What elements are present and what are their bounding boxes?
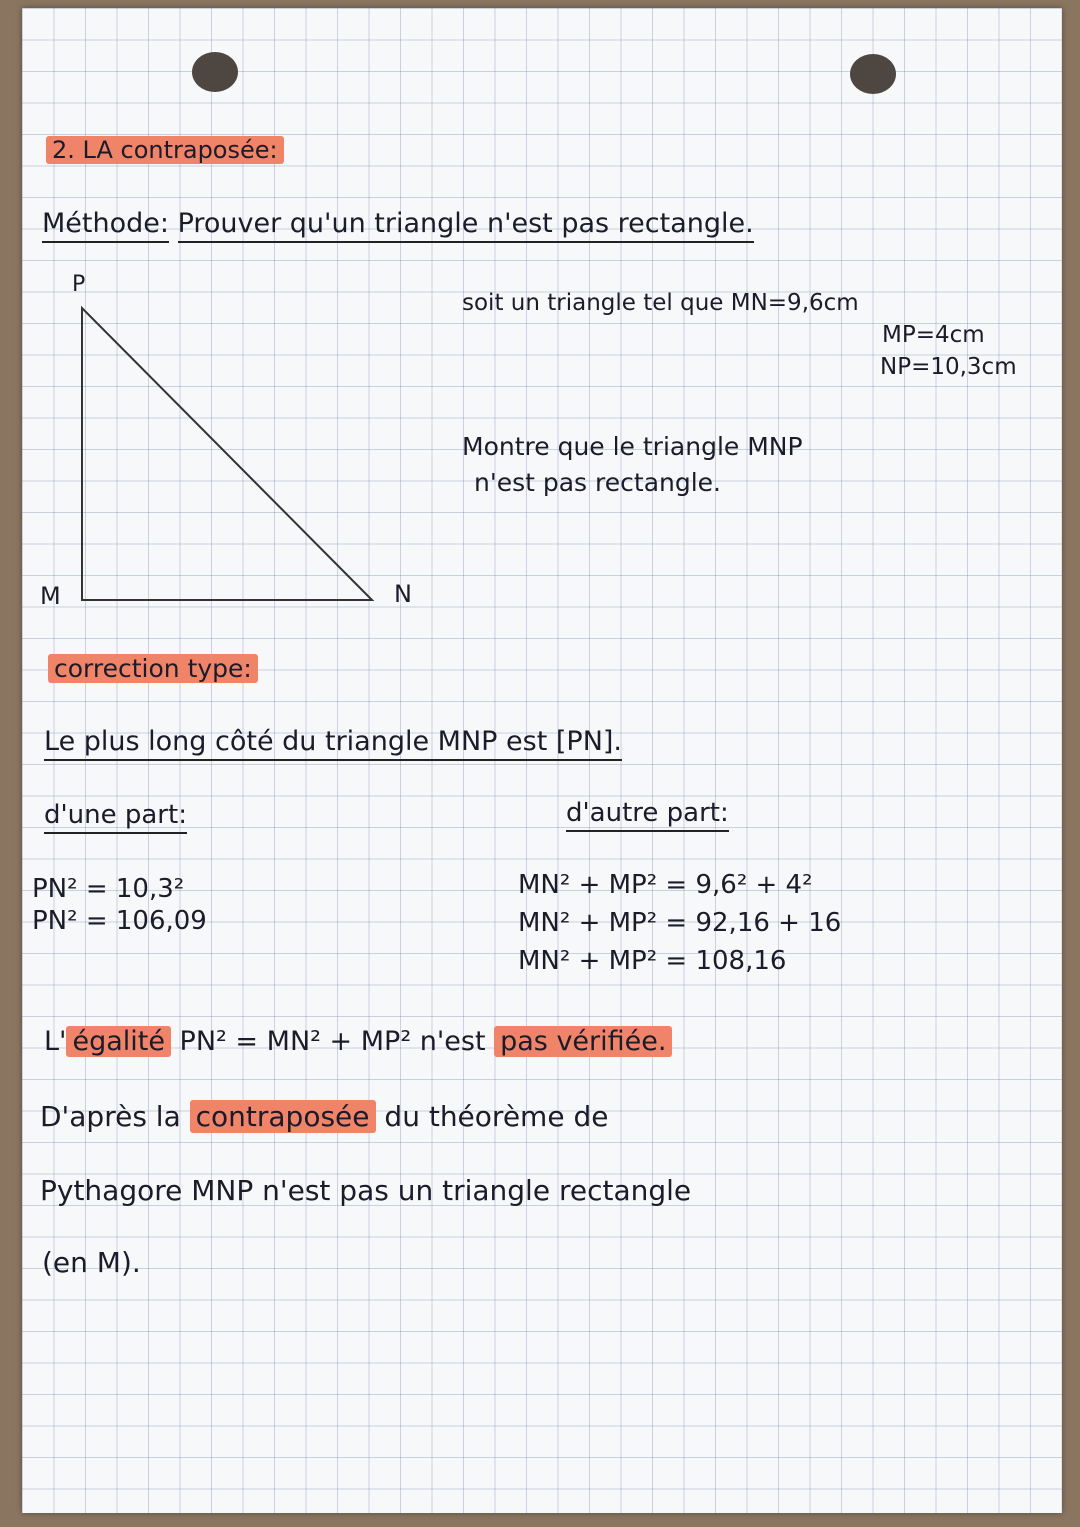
punch-hole-left	[192, 52, 238, 92]
triangle-figure	[42, 278, 422, 618]
part-two-line-2: MN² + MP² = 92,16 + 16	[518, 908, 842, 938]
conclusion-line-4: (en M).	[42, 1246, 141, 1279]
conclusion-line-1	[44, 1026, 672, 1057]
part-one-line-2: PN² = 106,09	[32, 906, 207, 936]
method-text: Prouver qu'un triangle n'est pas rectangle.	[178, 208, 754, 243]
triangle-mnp	[82, 308, 372, 600]
given-line-2: MP=4cm	[882, 322, 985, 348]
highlight-not-verified: pas vérifiée.	[494, 1026, 672, 1057]
conclusion-line-3: Pythagore MNP n'est pas un triangle rectangle	[40, 1174, 692, 1207]
longest-side-statement: Le plus long côté du triangle MNP est [PN].	[44, 726, 622, 761]
conclusion-equation: PN² = MN² + MP² n'est	[170, 1026, 495, 1057]
given-line-3: NP=10,3cm	[880, 354, 1017, 380]
correction-title: correction type:	[48, 654, 258, 683]
vertex-p-label: P	[72, 272, 86, 297]
method-label: Méthode:	[42, 208, 169, 243]
part-two-line-1: MN² + MP² = 9,6² + 4²	[518, 870, 813, 900]
part-two-label: d'autre part:	[566, 798, 729, 832]
part-two-line-3: MN² + MP² = 108,16	[518, 946, 787, 976]
vertex-n-label: N	[394, 580, 412, 608]
given-line-1: soit un triangle tel que MN=9,6cm	[462, 290, 859, 316]
conclusion-line-2	[40, 1100, 608, 1133]
punch-hole-right	[850, 54, 896, 94]
method-line	[42, 208, 754, 239]
vertex-m-label: M	[40, 582, 61, 610]
task-line-1: Montre que le triangle MNP	[462, 432, 803, 461]
conclusion-line-2-a: D'après la	[40, 1100, 190, 1133]
highlight-contraposee: contraposée	[190, 1100, 376, 1133]
part-one-line-1: PN² = 10,3²	[32, 874, 185, 904]
notebook-page	[22, 8, 1062, 1513]
conclusion-line-2-b: du théorème de	[375, 1100, 609, 1133]
task-line-2: n'est pas rectangle.	[474, 468, 721, 497]
conclusion-prefix: L'	[44, 1026, 67, 1057]
highlight-egalite: égalité	[66, 1026, 171, 1057]
part-one-label: d'une part:	[44, 800, 187, 834]
section-title: 2. LA contraposée:	[46, 136, 284, 164]
